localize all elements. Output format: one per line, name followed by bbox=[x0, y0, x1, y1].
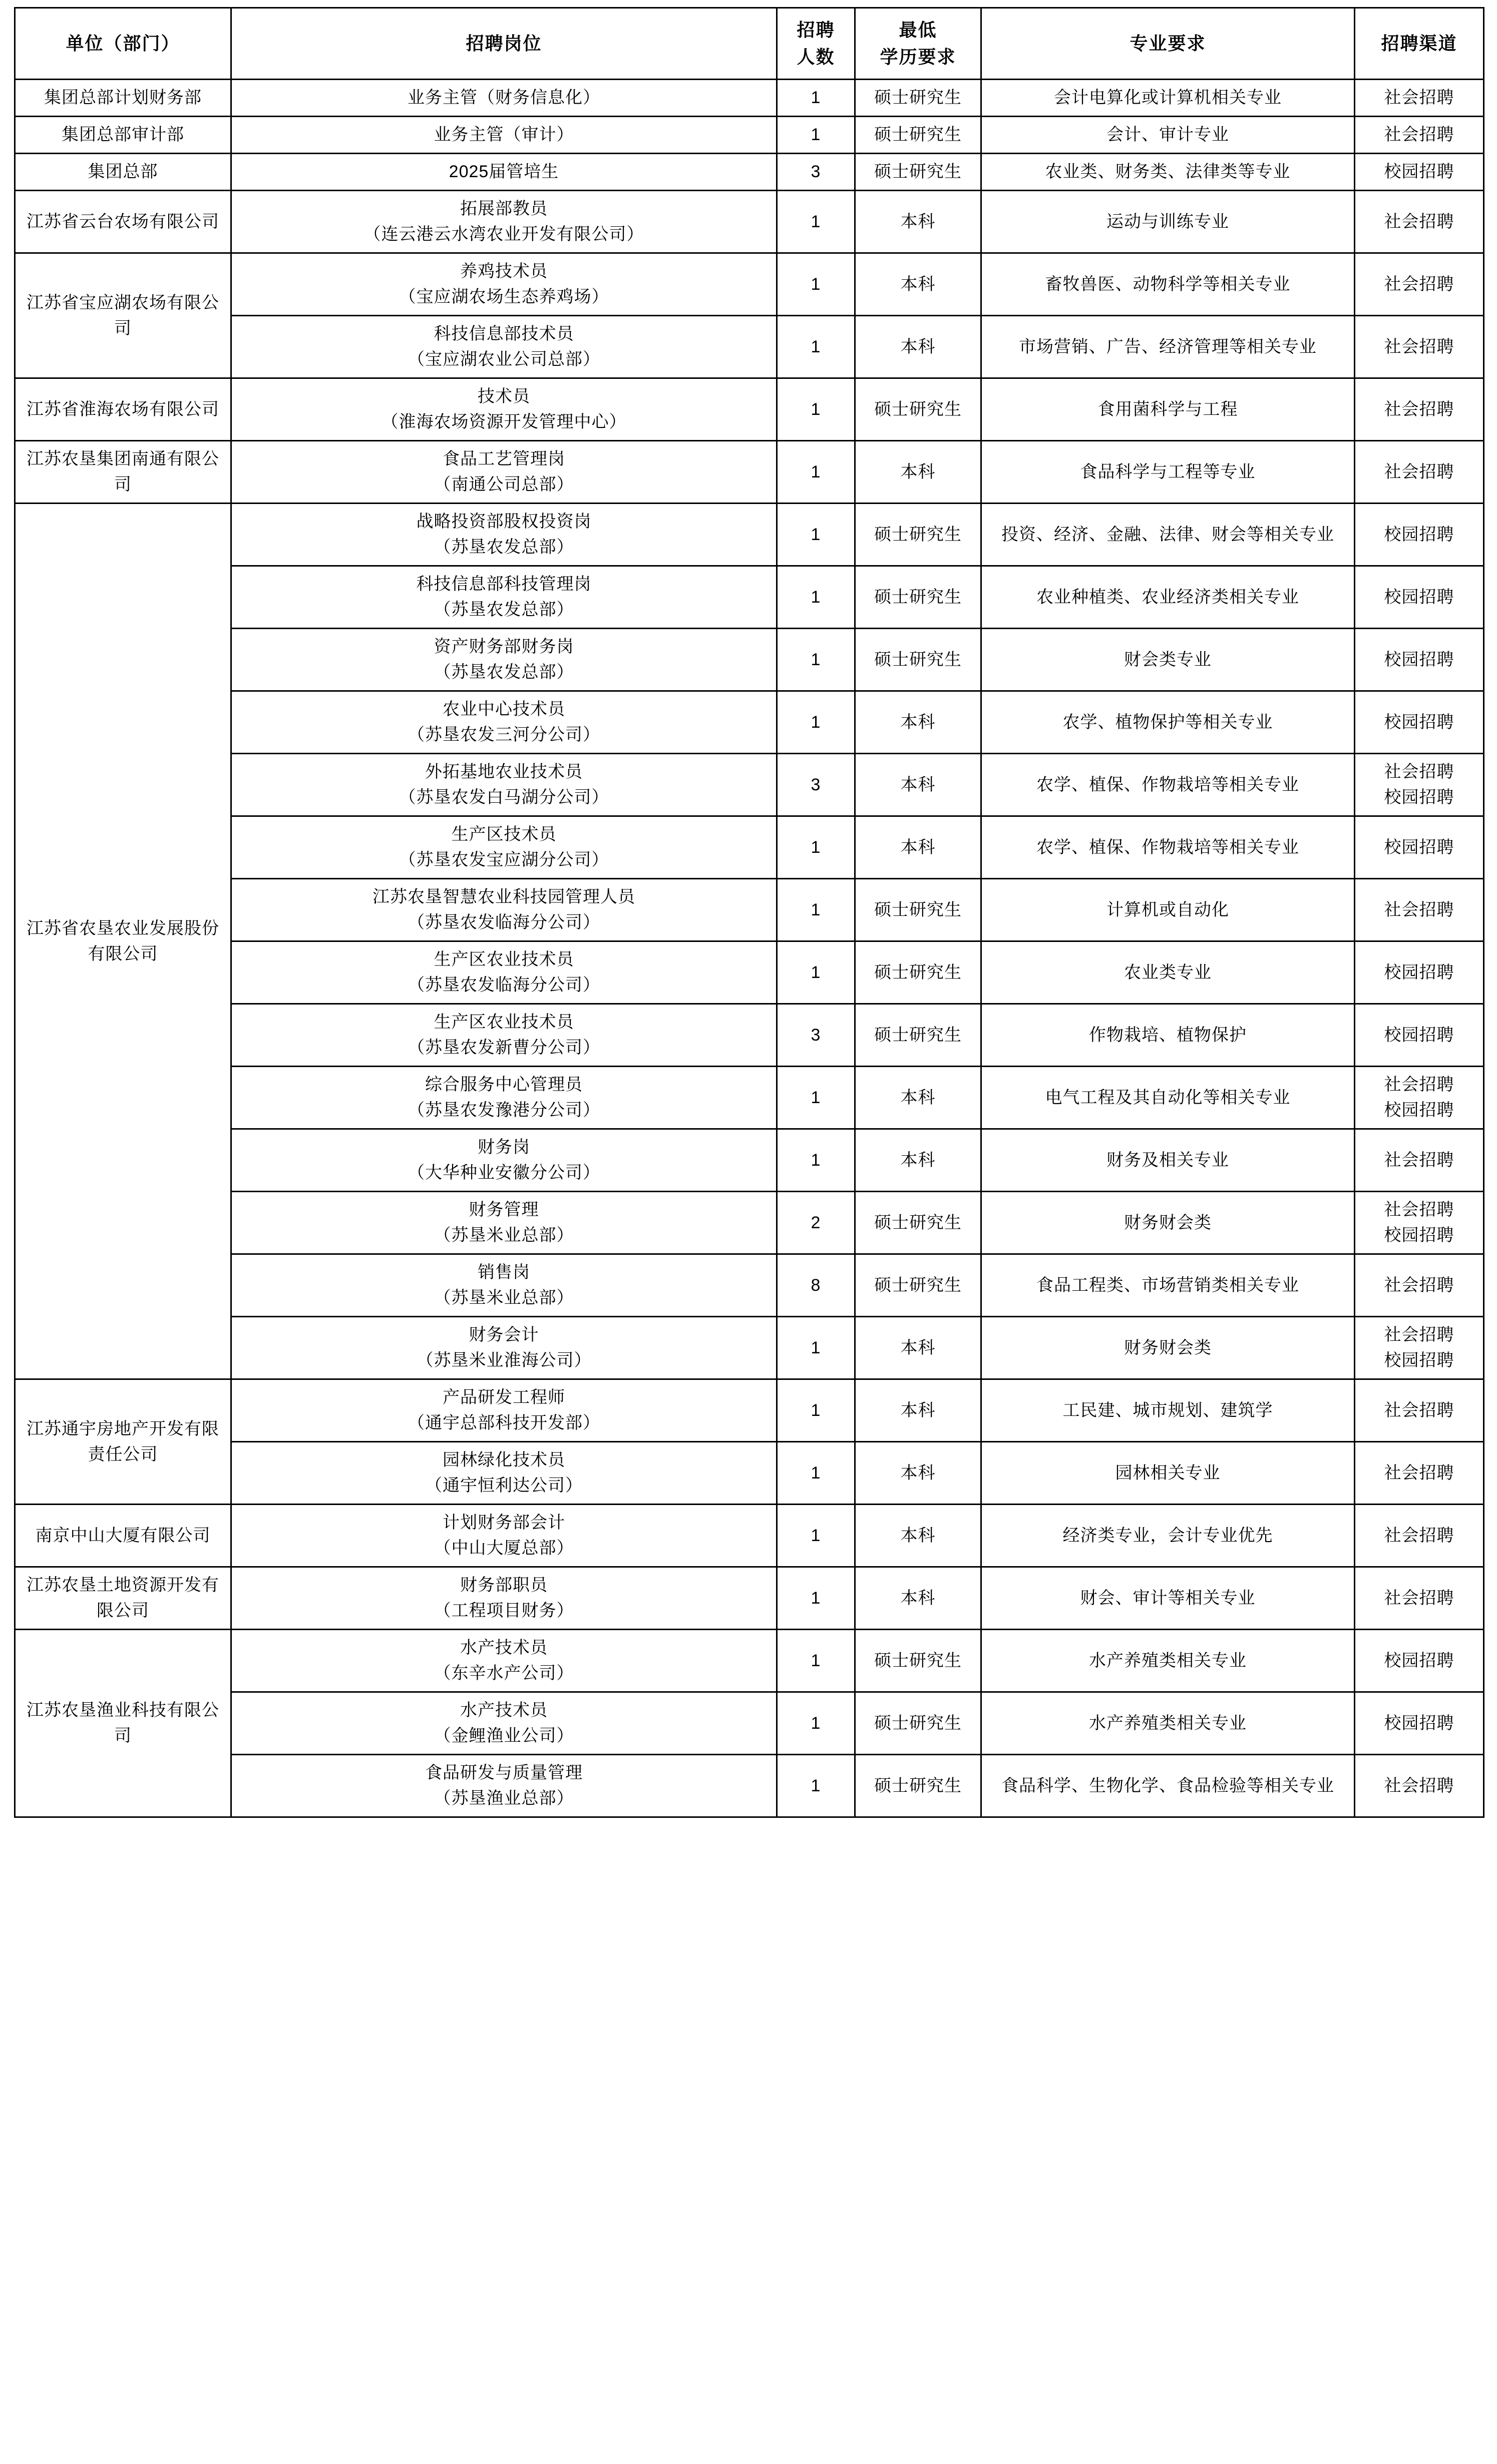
channel-label: 社会招聘 bbox=[1384, 1075, 1454, 1094]
post-subtitle: （苏垦农发总部） bbox=[434, 600, 574, 619]
channel-cell bbox=[1355, 816, 1484, 879]
post-cell bbox=[231, 1004, 777, 1067]
major-cell: 畜牧兽医、动物科学等相关专业 bbox=[981, 253, 1355, 316]
post-title: 拓展部教员 bbox=[460, 199, 548, 218]
table-row bbox=[15, 1317, 1484, 1379]
headcount-cell: 1 bbox=[777, 816, 855, 879]
post-subtitle: （通宇恒利达公司） bbox=[425, 1476, 583, 1495]
post-title: 资产财务部财务岗 bbox=[434, 637, 574, 656]
recruitment-table bbox=[14, 7, 1484, 1818]
education-cell: 硕士研究生 bbox=[855, 154, 981, 191]
education-cell: 本科 bbox=[855, 191, 981, 253]
post-title: 综合服务中心管理员 bbox=[425, 1075, 583, 1094]
header-education bbox=[855, 8, 981, 80]
table-row bbox=[15, 117, 1484, 154]
table-row bbox=[15, 629, 1484, 691]
channel-label: 社会招聘 bbox=[1384, 125, 1454, 144]
table-row bbox=[15, 1004, 1484, 1067]
channel-cell bbox=[1355, 1630, 1484, 1692]
post-title: 财务管理 bbox=[469, 1200, 539, 1219]
post-subtitle: （中山大厦总部） bbox=[434, 1539, 574, 1558]
post-title: 财务部职员 bbox=[460, 1576, 548, 1595]
post-subtitle: （苏垦农发宝应湖分公司） bbox=[399, 850, 609, 869]
education-cell: 硕士研究生 bbox=[855, 1692, 981, 1755]
major-cell: 水产养殖类相关专业 bbox=[981, 1630, 1355, 1692]
education-cell: 硕士研究生 bbox=[855, 1630, 981, 1692]
education-cell: 本科 bbox=[855, 441, 981, 504]
table-row bbox=[15, 316, 1484, 378]
post-cell bbox=[231, 191, 777, 253]
post-subtitle: （苏垦农发总部） bbox=[434, 538, 574, 557]
post-title: 江苏农垦智慧农业科技园管理人员 bbox=[372, 887, 635, 906]
table-row bbox=[15, 441, 1484, 504]
post-cell bbox=[231, 1755, 777, 1817]
post-subtitle: （南通公司总部） bbox=[434, 475, 574, 494]
table-row bbox=[15, 1067, 1484, 1129]
major-cell: 农业类、财务类、法律类等专业 bbox=[981, 154, 1355, 191]
headcount-cell: 1 bbox=[777, 879, 855, 941]
header-number bbox=[777, 8, 855, 80]
channel-cell bbox=[1355, 1317, 1484, 1379]
channel-cell bbox=[1355, 1004, 1484, 1067]
major-cell: 经济类专业，会计专业优先 bbox=[981, 1505, 1355, 1567]
header-education-line2: 学历要求 bbox=[880, 47, 956, 67]
header-number-line2: 人数 bbox=[797, 47, 835, 67]
headcount-cell: 1 bbox=[777, 1567, 855, 1630]
post-subtitle: （苏垦农发新曹分公司） bbox=[408, 1038, 600, 1057]
headcount-cell: 1 bbox=[777, 1067, 855, 1129]
post-title: 财务会计 bbox=[469, 1325, 539, 1344]
unit-cell: 集团总部审计部 bbox=[15, 117, 231, 154]
headcount-cell: 1 bbox=[777, 566, 855, 629]
post-title: 园林绿化技术员 bbox=[443, 1450, 565, 1469]
post-subtitle: （苏垦农发三河分公司） bbox=[408, 725, 600, 744]
unit-cell: 集团总部 bbox=[15, 154, 231, 191]
major-cell: 园林相关专业 bbox=[981, 1442, 1355, 1505]
post-title: 业务主管（审计） bbox=[434, 125, 574, 144]
unit-cell: 江苏省云台农场有限公司 bbox=[15, 191, 231, 253]
post-subtitle: （大华种业安徽分公司） bbox=[408, 1163, 600, 1182]
channel-cell bbox=[1355, 1442, 1484, 1505]
headcount-cell: 1 bbox=[777, 1442, 855, 1505]
education-cell: 硕士研究生 bbox=[855, 1192, 981, 1254]
channel-cell bbox=[1355, 253, 1484, 316]
unit-cell: 集团总部计划财务部 bbox=[15, 80, 231, 117]
unit-cell: 江苏农垦土地资源开发有限公司 bbox=[15, 1567, 231, 1630]
channel-label: 校园招聘 bbox=[1384, 712, 1454, 732]
channel-cell bbox=[1355, 941, 1484, 1004]
post-cell bbox=[231, 1379, 777, 1442]
post-cell bbox=[231, 441, 777, 504]
channel-cell bbox=[1355, 691, 1484, 754]
post-subtitle: （苏垦农发总部） bbox=[434, 663, 574, 682]
education-cell: 硕士研究生 bbox=[855, 1755, 981, 1817]
headcount-cell: 1 bbox=[777, 441, 855, 504]
channel-label: 社会招聘 bbox=[1384, 1588, 1454, 1608]
headcount-cell: 1 bbox=[777, 691, 855, 754]
post-cell bbox=[231, 816, 777, 879]
table-row bbox=[15, 504, 1484, 566]
major-cell: 计算机或自动化 bbox=[981, 879, 1355, 941]
channel-cell bbox=[1355, 566, 1484, 629]
headcount-cell: 1 bbox=[777, 117, 855, 154]
post-subtitle: （苏垦农发白马湖分公司） bbox=[399, 788, 609, 807]
unit-cell: 江苏通宇房地产开发有限责任公司 bbox=[15, 1379, 231, 1505]
post-title: 计划财务部会计 bbox=[443, 1513, 565, 1532]
major-cell: 电气工程及其自动化等相关专业 bbox=[981, 1067, 1355, 1129]
post-title: 财务岗 bbox=[478, 1138, 530, 1157]
post-title: 食品工艺管理岗 bbox=[443, 449, 565, 468]
education-cell: 硕士研究生 bbox=[855, 879, 981, 941]
post-cell bbox=[231, 1567, 777, 1630]
header-row bbox=[15, 8, 1484, 80]
major-cell: 农学、植保、作物栽培等相关专业 bbox=[981, 754, 1355, 816]
post-subtitle: （苏垦农发豫港分公司） bbox=[408, 1101, 600, 1120]
table-header bbox=[15, 8, 1484, 80]
headcount-cell: 3 bbox=[777, 154, 855, 191]
headcount-cell: 1 bbox=[777, 1129, 855, 1192]
channel-cell bbox=[1355, 629, 1484, 691]
education-cell: 本科 bbox=[855, 1567, 981, 1630]
post-subtitle: （淮海农场资源开发管理中心） bbox=[381, 412, 627, 431]
post-title: 科技信息部科技管理岗 bbox=[416, 575, 592, 594]
major-cell: 农学、植物保护等相关专业 bbox=[981, 691, 1355, 754]
headcount-cell: 1 bbox=[777, 316, 855, 378]
channel-label: 社会招聘 bbox=[1384, 1275, 1454, 1295]
channel-label: 校园招聘 bbox=[1384, 525, 1454, 544]
post-subtitle: （苏垦渔业总部） bbox=[434, 1789, 574, 1808]
post-cell bbox=[231, 629, 777, 691]
post-subtitle: （连云港云水湾农业开发有限公司） bbox=[363, 225, 644, 244]
post-subtitle: （东辛水产公司） bbox=[434, 1664, 574, 1683]
post-cell bbox=[231, 566, 777, 629]
post-cell bbox=[231, 378, 777, 441]
header-education-line1: 最低 bbox=[899, 20, 937, 40]
education-cell: 本科 bbox=[855, 691, 981, 754]
table-row bbox=[15, 1630, 1484, 1692]
channel-label: 校园招聘 bbox=[1384, 1351, 1454, 1370]
education-cell: 硕士研究生 bbox=[855, 941, 981, 1004]
channel-label: 校园招聘 bbox=[1384, 1025, 1454, 1045]
channel-cell bbox=[1355, 1505, 1484, 1567]
table-row bbox=[15, 1442, 1484, 1505]
education-cell: 本科 bbox=[855, 754, 981, 816]
major-cell: 财务财会类 bbox=[981, 1317, 1355, 1379]
channel-label: 校园招聘 bbox=[1384, 162, 1454, 181]
channel-label: 社会招聘 bbox=[1384, 88, 1454, 107]
channel-label: 社会招聘 bbox=[1384, 1325, 1454, 1344]
major-cell: 运动与训练专业 bbox=[981, 191, 1355, 253]
table-row bbox=[15, 566, 1484, 629]
table-row bbox=[15, 253, 1484, 316]
header-channel: 招聘渠道 bbox=[1355, 8, 1484, 80]
unit-cell: 江苏省淮海农场有限公司 bbox=[15, 378, 231, 441]
post-title: 养鸡技术员 bbox=[460, 262, 548, 281]
post-subtitle: （苏垦农发临海分公司） bbox=[408, 913, 600, 932]
major-cell: 财会、审计等相关专业 bbox=[981, 1567, 1355, 1630]
major-cell: 作物栽培、植物保护 bbox=[981, 1004, 1355, 1067]
headcount-cell: 1 bbox=[777, 191, 855, 253]
post-title: 食品研发与质量管理 bbox=[425, 1763, 583, 1782]
channel-label: 社会招聘 bbox=[1384, 1463, 1454, 1483]
table-row bbox=[15, 754, 1484, 816]
channel-label: 社会招聘 bbox=[1384, 337, 1454, 356]
post-cell bbox=[231, 1192, 777, 1254]
channel-cell bbox=[1355, 1567, 1484, 1630]
headcount-cell: 1 bbox=[777, 1317, 855, 1379]
channel-label: 社会招聘 bbox=[1384, 1526, 1454, 1545]
post-title: 生产区技术员 bbox=[451, 825, 557, 844]
header-number-line1: 招聘 bbox=[797, 20, 835, 40]
education-cell: 本科 bbox=[855, 316, 981, 378]
major-cell: 食品科学与工程等专业 bbox=[981, 441, 1355, 504]
major-cell: 水产养殖类相关专业 bbox=[981, 1692, 1355, 1755]
channel-cell bbox=[1355, 191, 1484, 253]
table-row bbox=[15, 80, 1484, 117]
table-body bbox=[15, 80, 1484, 1817]
major-cell: 财会类专业 bbox=[981, 629, 1355, 691]
channel-cell bbox=[1355, 80, 1484, 117]
headcount-cell: 1 bbox=[777, 1379, 855, 1442]
channel-label: 社会招聘 bbox=[1384, 399, 1454, 419]
channel-label: 校园招聘 bbox=[1384, 1713, 1454, 1733]
headcount-cell: 1 bbox=[777, 629, 855, 691]
channel-cell bbox=[1355, 879, 1484, 941]
channel-cell bbox=[1355, 378, 1484, 441]
headcount-cell: 1 bbox=[777, 1630, 855, 1692]
channel-label: 校园招聘 bbox=[1384, 788, 1454, 807]
headcount-cell: 3 bbox=[777, 1004, 855, 1067]
channel-cell bbox=[1355, 154, 1484, 191]
post-subtitle: （苏垦米业总部） bbox=[434, 1226, 574, 1245]
major-cell: 工民建、城市规划、建筑学 bbox=[981, 1379, 1355, 1442]
channel-cell bbox=[1355, 1192, 1484, 1254]
channel-cell bbox=[1355, 1755, 1484, 1817]
table-row bbox=[15, 1755, 1484, 1817]
channel-label: 社会招聘 bbox=[1384, 212, 1454, 231]
education-cell: 硕士研究生 bbox=[855, 117, 981, 154]
major-cell: 食品科学、生物化学、食品检验等相关专业 bbox=[981, 1755, 1355, 1817]
channel-label: 社会招聘 bbox=[1384, 1776, 1454, 1795]
major-cell: 农业种植类、农业经济类相关专业 bbox=[981, 566, 1355, 629]
table-row bbox=[15, 691, 1484, 754]
unit-cell: 江苏省宝应湖农场有限公司 bbox=[15, 253, 231, 378]
post-subtitle: （金鲤渔业公司） bbox=[434, 1726, 574, 1745]
unit-cell: 江苏省农垦农业发展股份有限公司 bbox=[15, 504, 231, 1379]
headcount-cell: 1 bbox=[777, 80, 855, 117]
post-subtitle: （苏垦米业总部） bbox=[434, 1288, 574, 1307]
education-cell: 硕士研究生 bbox=[855, 378, 981, 441]
channel-label: 社会招聘 bbox=[1384, 462, 1454, 481]
post-cell bbox=[231, 117, 777, 154]
post-title: 产品研发工程师 bbox=[443, 1388, 565, 1407]
post-cell bbox=[231, 879, 777, 941]
table-row bbox=[15, 816, 1484, 879]
education-cell: 本科 bbox=[855, 816, 981, 879]
headcount-cell: 1 bbox=[777, 1505, 855, 1567]
education-cell: 硕士研究生 bbox=[855, 629, 981, 691]
post-cell bbox=[231, 316, 777, 378]
major-cell: 财务财会类 bbox=[981, 1192, 1355, 1254]
table-row bbox=[15, 191, 1484, 253]
channel-cell bbox=[1355, 1379, 1484, 1442]
education-cell: 本科 bbox=[855, 1129, 981, 1192]
unit-cell: 南京中山大厦有限公司 bbox=[15, 1505, 231, 1567]
major-cell: 农业类专业 bbox=[981, 941, 1355, 1004]
post-cell bbox=[231, 1692, 777, 1755]
channel-label: 社会招聘 bbox=[1384, 1400, 1454, 1420]
channel-cell bbox=[1355, 316, 1484, 378]
education-cell: 本科 bbox=[855, 1067, 981, 1129]
headcount-cell: 1 bbox=[777, 941, 855, 1004]
education-cell: 硕士研究生 bbox=[855, 1254, 981, 1317]
header-unit: 单位（部门） bbox=[15, 8, 231, 80]
channel-cell bbox=[1355, 441, 1484, 504]
post-subtitle: （宝应湖农业公司总部） bbox=[408, 350, 600, 369]
headcount-cell: 8 bbox=[777, 1254, 855, 1317]
channel-label: 校园招聘 bbox=[1384, 962, 1454, 982]
channel-label: 校园招聘 bbox=[1384, 650, 1454, 669]
post-title: 生产区农业技术员 bbox=[434, 1013, 574, 1032]
post-subtitle: （通宇总部科技开发部） bbox=[408, 1413, 600, 1432]
post-title: 战略投资部股权投资岗 bbox=[416, 512, 592, 531]
table-row bbox=[15, 941, 1484, 1004]
headcount-cell: 1 bbox=[777, 504, 855, 566]
major-cell: 财务及相关专业 bbox=[981, 1129, 1355, 1192]
table-row bbox=[15, 1192, 1484, 1254]
post-title: 科技信息部技术员 bbox=[434, 324, 574, 343]
major-cell: 食品工程类、市场营销类相关专业 bbox=[981, 1254, 1355, 1317]
post-subtitle: （工程项目财务） bbox=[434, 1601, 574, 1620]
post-cell bbox=[231, 1129, 777, 1192]
headcount-cell: 1 bbox=[777, 253, 855, 316]
post-cell bbox=[231, 253, 777, 316]
channel-label: 校园招聘 bbox=[1384, 1651, 1454, 1670]
headcount-cell: 1 bbox=[777, 1755, 855, 1817]
post-subtitle: （宝应湖农场生态养鸡场） bbox=[399, 287, 609, 306]
post-cell bbox=[231, 1630, 777, 1692]
post-title: 水产技术员 bbox=[460, 1638, 548, 1657]
channel-label: 校园招聘 bbox=[1384, 837, 1454, 857]
channel-cell bbox=[1355, 117, 1484, 154]
major-cell: 投资、经济、金融、法律、财会等相关专业 bbox=[981, 504, 1355, 566]
unit-cell: 江苏农垦集团南通有限公司 bbox=[15, 441, 231, 504]
channel-label: 校园招聘 bbox=[1384, 587, 1454, 607]
table-row bbox=[15, 1692, 1484, 1755]
post-cell bbox=[231, 1505, 777, 1567]
post-cell bbox=[231, 80, 777, 117]
channel-label: 社会招聘 bbox=[1384, 900, 1454, 919]
post-title: 外拓基地农业技术员 bbox=[425, 762, 583, 781]
education-cell: 本科 bbox=[855, 1379, 981, 1442]
major-cell: 农学、植保、作物栽培等相关专业 bbox=[981, 816, 1355, 879]
headcount-cell: 1 bbox=[777, 378, 855, 441]
post-cell bbox=[231, 504, 777, 566]
table-row bbox=[15, 378, 1484, 441]
post-cell bbox=[231, 941, 777, 1004]
post-title: 技术员 bbox=[478, 387, 530, 406]
major-cell: 会计电算化或计算机相关专业 bbox=[981, 80, 1355, 117]
channel-label: 社会招聘 bbox=[1384, 1150, 1454, 1170]
headcount-cell: 1 bbox=[777, 1692, 855, 1755]
post-cell bbox=[231, 1067, 777, 1129]
channel-label: 社会招聘 bbox=[1384, 274, 1454, 294]
table-row bbox=[15, 1567, 1484, 1630]
post-title: 销售岗 bbox=[478, 1263, 530, 1282]
major-cell: 食用菌科学与工程 bbox=[981, 378, 1355, 441]
education-cell: 硕士研究生 bbox=[855, 1004, 981, 1067]
channel-label: 社会招聘 bbox=[1384, 762, 1454, 781]
channel-cell bbox=[1355, 1692, 1484, 1755]
header-major: 专业要求 bbox=[981, 8, 1355, 80]
education-cell: 本科 bbox=[855, 1317, 981, 1379]
education-cell: 本科 bbox=[855, 1442, 981, 1505]
post-title: 农业中心技术员 bbox=[443, 700, 565, 719]
post-subtitle: （苏垦农发临海分公司） bbox=[408, 975, 600, 995]
post-title: 业务主管（财务信息化） bbox=[408, 88, 600, 107]
table-row bbox=[15, 1129, 1484, 1192]
post-cell bbox=[231, 754, 777, 816]
headcount-cell: 3 bbox=[777, 754, 855, 816]
channel-label: 校园招聘 bbox=[1384, 1226, 1454, 1245]
channel-label: 校园招聘 bbox=[1384, 1101, 1454, 1120]
table-row bbox=[15, 1505, 1484, 1567]
post-cell bbox=[231, 1317, 777, 1379]
education-cell: 本科 bbox=[855, 1505, 981, 1567]
table-row bbox=[15, 1254, 1484, 1317]
post-title: 2025届管培生 bbox=[449, 162, 559, 181]
post-title: 水产技术员 bbox=[460, 1701, 548, 1720]
post-cell bbox=[231, 154, 777, 191]
channel-cell bbox=[1355, 504, 1484, 566]
education-cell: 硕士研究生 bbox=[855, 504, 981, 566]
major-cell: 市场营销、广告、经济管理等相关专业 bbox=[981, 316, 1355, 378]
channel-cell bbox=[1355, 1067, 1484, 1129]
education-cell: 硕士研究生 bbox=[855, 80, 981, 117]
table-row bbox=[15, 154, 1484, 191]
table-row bbox=[15, 1379, 1484, 1442]
post-title: 生产区农业技术员 bbox=[434, 950, 574, 969]
channel-cell bbox=[1355, 1254, 1484, 1317]
post-cell bbox=[231, 1442, 777, 1505]
table-row bbox=[15, 879, 1484, 941]
headcount-cell: 2 bbox=[777, 1192, 855, 1254]
education-cell: 本科 bbox=[855, 253, 981, 316]
post-subtitle: （苏垦米业淮海公司） bbox=[416, 1351, 592, 1370]
post-cell bbox=[231, 1254, 777, 1317]
post-cell bbox=[231, 691, 777, 754]
unit-cell: 江苏农垦渔业科技有限公司 bbox=[15, 1630, 231, 1817]
channel-cell bbox=[1355, 754, 1484, 816]
channel-cell bbox=[1355, 1129, 1484, 1192]
channel-label: 社会招聘 bbox=[1384, 1200, 1454, 1219]
education-cell: 硕士研究生 bbox=[855, 566, 981, 629]
header-post: 招聘岗位 bbox=[231, 8, 777, 80]
major-cell: 会计、审计专业 bbox=[981, 117, 1355, 154]
